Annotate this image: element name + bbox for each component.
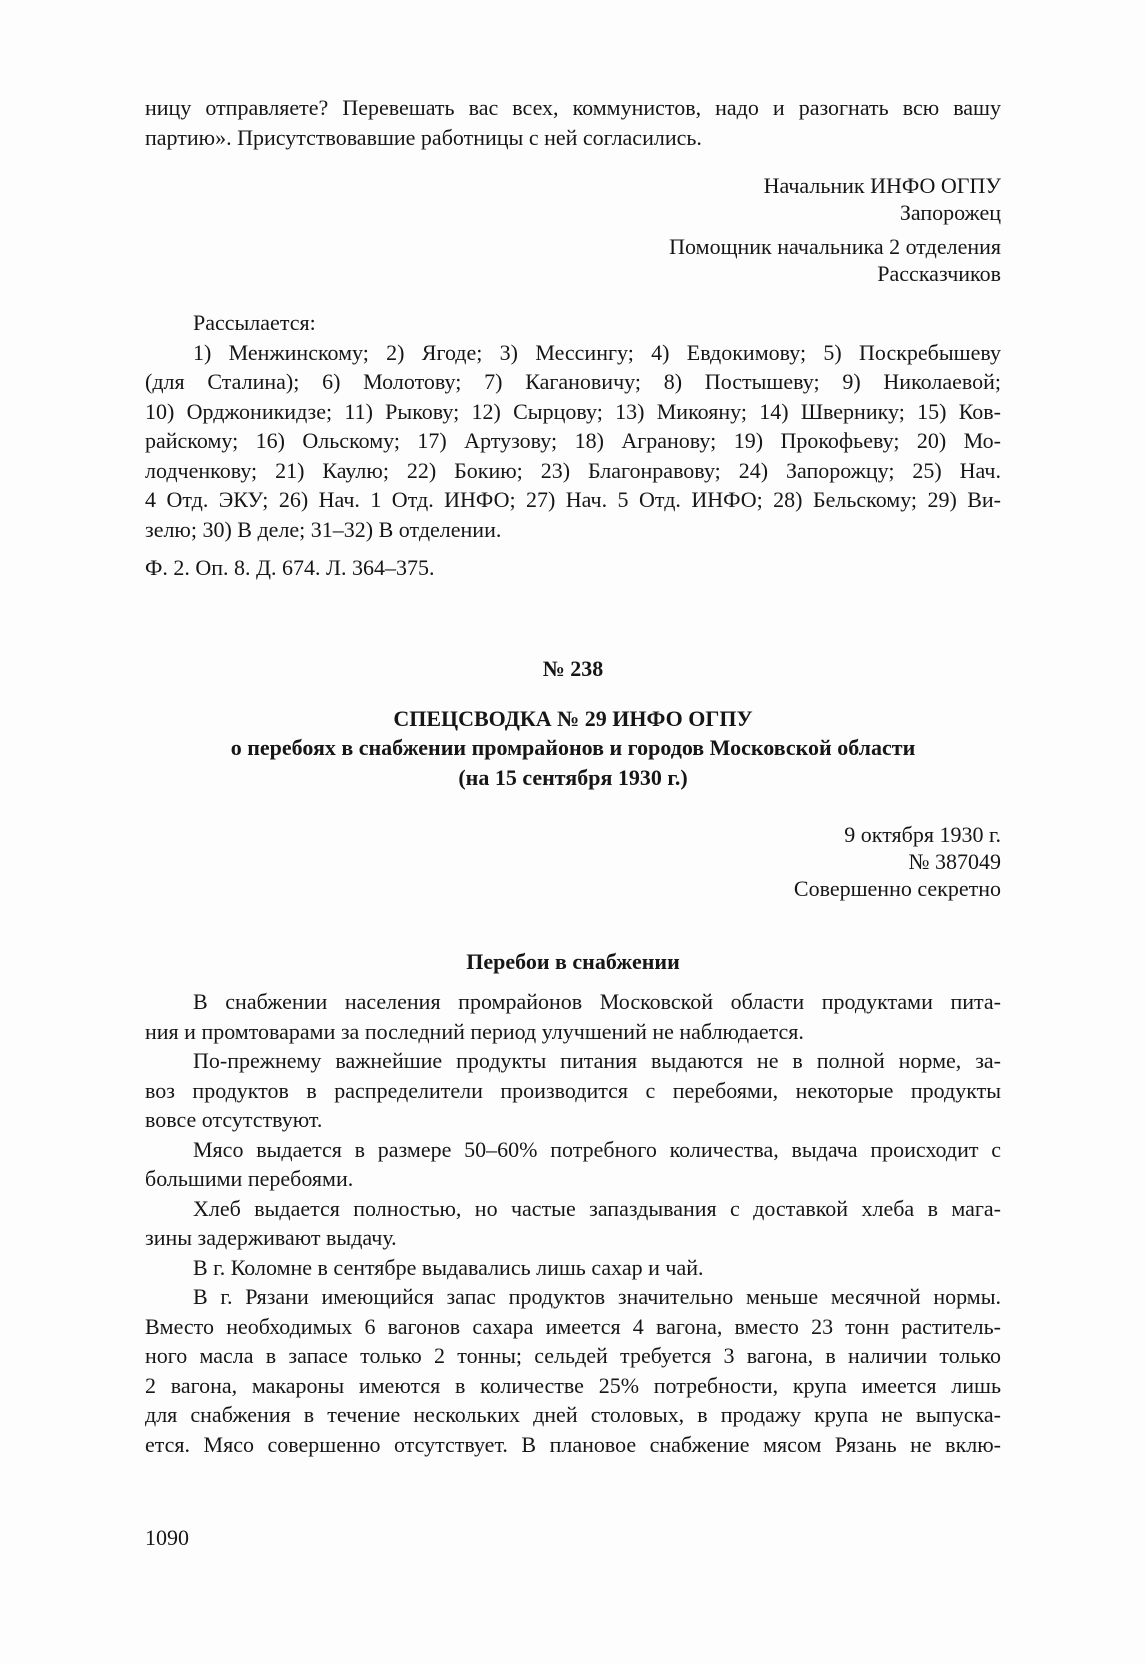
text-line: для снабжения в течение нескольких дней столовых, в продажу крупа не выпуска- xyxy=(145,1402,1001,1427)
text-line: 1) Менжинскому; 2) Ягоде; 3) Мессингу; 4) Евдокимову; 5) Поскребышеву xyxy=(193,339,1001,365)
document-date: 9 октября 1930 г. xyxy=(844,822,1001,847)
signature-name: Запорожец xyxy=(899,200,1001,225)
section-heading xyxy=(145,947,1001,977)
document-subtitle: о перебоях в снабжении промрайонов и городов Московской области xyxy=(230,735,916,760)
page-number: 1090 xyxy=(145,1525,189,1550)
archive-reference xyxy=(145,553,1001,583)
signature-block xyxy=(145,172,1001,287)
text-line: ния и промтоварами за последний период улучшений не наблюдается. xyxy=(145,1018,804,1044)
text-line: вовсе отсутствуют. xyxy=(145,1107,323,1132)
text-line: 10) Орджоникидзе; 11) Рыкову; 12) Сырцову; 13) Микояну; 14) Швернику; 15) Ков- xyxy=(145,398,1001,424)
distribution-list xyxy=(145,308,1001,544)
text-line: райскому; 16) Ольскому; 17) Артузову; 18) Агранову; 19) Прокофьеву; 20) Мо- xyxy=(145,428,1001,453)
document-meta xyxy=(145,821,1001,902)
text-line: Хлеб выдается полностью, но частые запаздывания с доставкой хлеба в мага- xyxy=(193,1195,1001,1221)
signature-title: Помощник начальника 2 отделения xyxy=(669,234,1001,259)
document-header xyxy=(145,654,1001,792)
section-heading-text: Перебои в снабжении xyxy=(466,949,680,974)
signature-title: Начальник ИНФО ОГПУ xyxy=(763,173,1001,198)
document-number: № 238 xyxy=(542,656,604,681)
text-line: 4 Отд. ЭКУ; 26) Нач. 1 Отд. ИНФО; 27) Нач. 5 Отд. ИНФО; 28) Бельскому; 29) Ви- xyxy=(145,487,1001,512)
text-line: ницу отправляете? Перевешать вас всех, коммунистов, надо и разогнать всю вашу xyxy=(145,95,1001,120)
text-line: Вместо необходимых 6 вагонов сахара имеется 4 вагона, вместо 23 тонн раститель- xyxy=(145,1313,1001,1339)
text-line: лодченкову; 21) Каулю; 22) Бокию; 23) Благонравову; 24) Запорожцу; 25) Нач. xyxy=(145,457,1001,483)
document-title: СПЕЦСВОДКА № 29 ИНФО ОГПУ xyxy=(393,705,753,731)
text-line: 2 вагона, макароны имеются в количестве 25% потребности, крупа имеется лишь xyxy=(145,1372,1001,1398)
paragraph xyxy=(145,987,1001,1046)
paragraph xyxy=(145,1282,1001,1459)
text-line: большими перебоями. xyxy=(145,1166,354,1191)
text-line: зелю; 30) В деле; 31–32) В отделении. xyxy=(145,516,502,542)
body-text xyxy=(145,987,1001,1459)
archive-ref-text: Ф. 2. Оп. 8. Д. 674. Л. 364–375. xyxy=(145,555,435,580)
document-subtitle-date: (на 15 сентября 1930 г.) xyxy=(458,764,688,790)
text-line: По-прежнему важнейшие продукты питания выдаются не в полной норме, за- xyxy=(193,1048,1001,1073)
text-line: воз продуктов в распределители производится с перебоями, некоторые продукты xyxy=(145,1077,1001,1103)
signature-name: Рассказчиков xyxy=(877,261,1001,286)
text-line: В г. Рязани имеющийся запас продуктов значительно меньше месячной нормы. xyxy=(193,1284,1001,1309)
text-line: В г. Коломне в сентябре выдавались лишь сахар и чай. xyxy=(193,1254,704,1280)
paragraph xyxy=(145,1194,1001,1253)
paragraph xyxy=(145,1135,1001,1194)
text-line: Мясо выдается в размере 50–60% потребного количества, выдача происходит с xyxy=(193,1136,1001,1162)
distribution-label: Рассылается: xyxy=(193,310,316,335)
paragraph xyxy=(145,1046,1001,1135)
text-line: партию». Присутствовавшие работницы с ней согласились. xyxy=(145,124,702,150)
text-line: В снабжении населения промрайонов Московской области продуктами пита- xyxy=(193,989,1001,1014)
text-line: зины задерживают выдачу. xyxy=(145,1225,397,1250)
paragraph xyxy=(145,1253,1001,1283)
intro-text xyxy=(145,93,1001,152)
text-line: ного масла в запасе только 2 тонны; сельдей требуется 3 вагона, в наличии только xyxy=(145,1343,1001,1368)
classification: Совершенно секретно xyxy=(793,876,1001,901)
registration-number: № 387049 xyxy=(908,849,1001,874)
text-line: ется. Мясо совершенно отсутствует. В плановое снабжение мясом Рязань не вклю- xyxy=(145,1431,1001,1457)
text-line: (для Сталина); 6) Молотову; 7) Кагановичу; 8) Постышеву; 9) Николаевой; xyxy=(145,369,1001,394)
